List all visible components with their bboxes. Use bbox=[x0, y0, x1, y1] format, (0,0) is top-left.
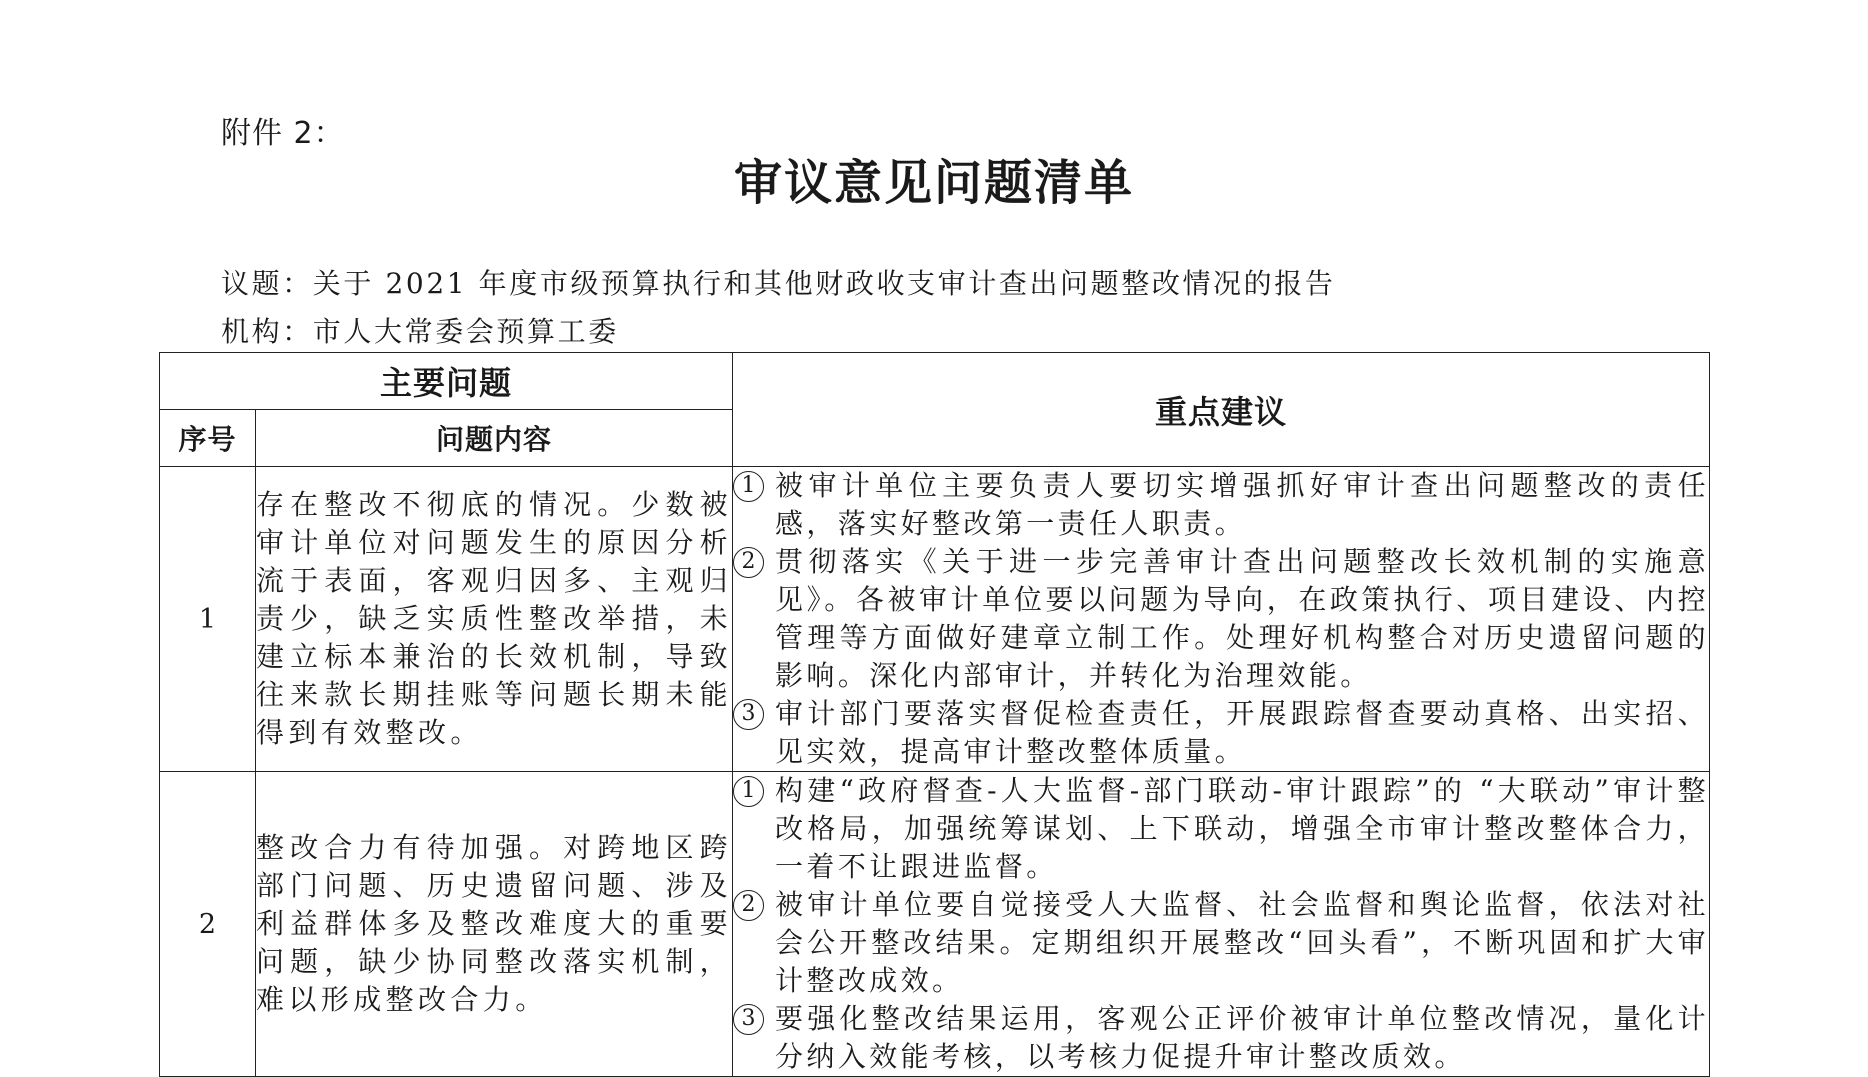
suggestion-item bbox=[733, 1000, 1709, 1076]
suggestion-text: 贯彻落实《关于进一步完善审计查出问题整改长效机制的实施意见》。各被审计单位要以问题为导向，在政策执行、项目建设、内控管理等方面做好建章立制工作。处理好机构整合对历史遗留问题的影响。深化内部审计，并转化为治理效能。 bbox=[775, 545, 1710, 692]
circled-number-icon: 1 bbox=[733, 776, 764, 807]
suggestion-item bbox=[733, 695, 1709, 771]
suggestion-item bbox=[733, 543, 1709, 695]
suggestion-item bbox=[733, 467, 1709, 543]
row-problem-content: 整改合力有待加强。对跨地区跨部门问题、历史遗留问题、涉及利益群体多及整改难度大的重要问题，缺少协同整改落实机制，难以形成整改合力。 bbox=[256, 772, 733, 1077]
row-seq: 2 bbox=[160, 772, 256, 1077]
problem-list-table bbox=[159, 352, 1710, 1077]
table-row bbox=[160, 772, 1710, 1077]
circled-number-icon: 3 bbox=[733, 699, 764, 730]
suggestion-item bbox=[733, 772, 1709, 886]
suggestion-text: 要强化整改结果运用，客观公正评价被审计单位整改情况，量化计分纳入效能考核，以考核力促提升审计整改质效。 bbox=[775, 1002, 1710, 1073]
header-seq: 序号 bbox=[160, 410, 256, 467]
table-row bbox=[160, 467, 1710, 772]
row-problem-content: 存在整改不彻底的情况。少数被审计单位对问题发生的原因分析流于表面，客观归因多、主观归责少，缺乏实质性整改举措，未建立标本兼治的长效机制，导致往来款长期挂账等问题长期未能得到有效整改。 bbox=[256, 467, 733, 772]
circled-number-icon: 2 bbox=[733, 890, 764, 921]
row-suggestions bbox=[733, 467, 1710, 772]
suggestion-text: 被审计单位要自觉接受人大监督、社会监督和舆论监督，依法对社会公开整改结果。定期组织开展整改“回头看”，不断巩固和扩大审计整改成效。 bbox=[775, 888, 1710, 997]
suggestion-item bbox=[733, 886, 1709, 1000]
circled-number-icon: 1 bbox=[733, 471, 764, 502]
suggestion-text: 构建“政府督查-人大监督-部门联动-审计跟踪”的 “大联动”审计整改格局，加强统筹谋划、上下联动，增强全市审计整改整体合力，一着不让跟进监督。 bbox=[775, 774, 1710, 883]
row-seq: 1 bbox=[160, 467, 256, 772]
circled-number-icon: 2 bbox=[733, 547, 764, 578]
document-title: 审议意见问题清单 bbox=[733, 155, 1134, 211]
header-main-problems: 主要问题 bbox=[160, 353, 733, 410]
suggestion-text: 被审计单位主要负责人要切实增强抓好审计查出问题整改的责任感，落实好整改第一责任人职责。 bbox=[775, 469, 1710, 540]
circled-number-icon: 3 bbox=[733, 1004, 764, 1035]
attachment-label: 附件 2： bbox=[221, 116, 345, 151]
row-suggestions bbox=[733, 772, 1710, 1077]
suggestion-text: 审计部门要落实督促检查责任，开展跟踪督查要动真格、出实招、见实效，提高审计整改整体质量。 bbox=[775, 697, 1710, 768]
header-key-suggestions: 重点建议 bbox=[733, 353, 1710, 467]
organization-line: 机构：市人大常委会预算工委 bbox=[221, 315, 619, 348]
topic-line: 议题：关于 2021 年度市级预算执行和其他财政收支审计查出问题整改情况的报告 bbox=[221, 267, 1336, 300]
header-content: 问题内容 bbox=[256, 410, 733, 467]
